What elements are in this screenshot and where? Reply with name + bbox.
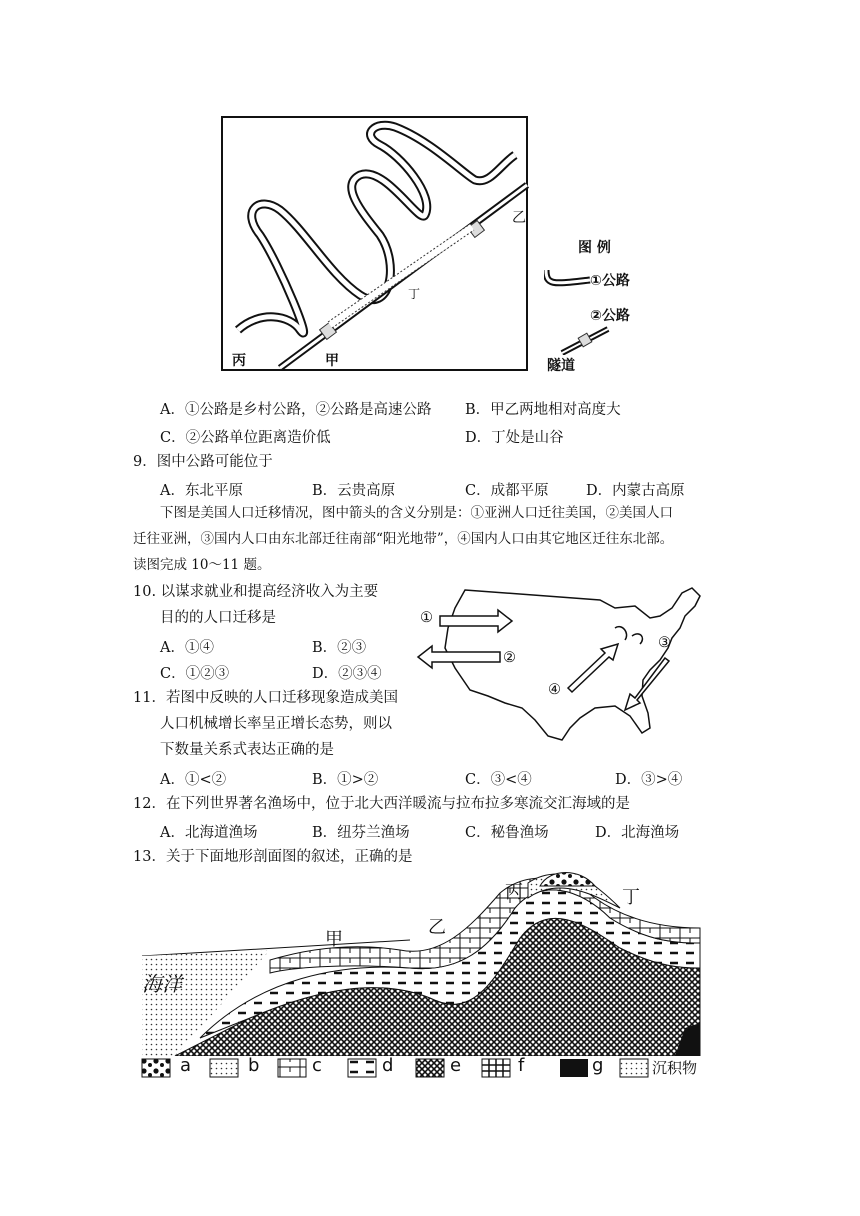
legend-b: b — [248, 1055, 260, 1076]
legend-road1-label: ①公路 — [590, 273, 630, 289]
intro-line-1: 下图是美国人口迁移情况，图中箭头的含义分别是：①亚洲人口迁往美国，②美国人口 — [160, 505, 673, 521]
map-marker-3: ③ — [658, 635, 671, 651]
legend-tunnel-symbol — [560, 325, 610, 355]
fig2-label-ding: 丁 — [622, 887, 640, 908]
legend-tunnel-label: 隧道 — [547, 358, 575, 374]
q10-option-c[interactable]: C．①②③ — [160, 666, 230, 682]
q12-stem: 12．在下列世界著名渔场中，位于北大西洋暖流与拉布拉多寒流交汇海域的是 — [133, 796, 630, 812]
q13-stem: 13．关于下面地形剖面图的叙述，正确的是 — [133, 849, 413, 865]
q11-option-d[interactable]: D．③>④ — [615, 772, 683, 788]
q11-stem-line-3: 下数量关系式表达正确的是 — [160, 742, 334, 758]
q8-option-d[interactable]: D．丁处是山谷 — [465, 430, 564, 446]
q11-stem-line-1: 11．若图中反映的人口迁移现象造成美国 — [133, 690, 398, 706]
label-yi: 乙 — [512, 210, 526, 226]
road-tunnel-figure — [220, 115, 530, 373]
legend-title: 图 例 — [578, 240, 611, 256]
legend-d: d — [382, 1055, 394, 1076]
q11-option-a[interactable]: A．①<② — [160, 772, 227, 788]
label-bing: 丙 — [232, 353, 246, 369]
legend-c: c — [312, 1055, 322, 1076]
q12-option-d[interactable]: D．北海渔场 — [595, 825, 680, 841]
q10-option-a[interactable]: A．①④ — [160, 640, 214, 656]
q10-stem-line-2: 目的的人口迁移是 — [160, 610, 276, 626]
q12-option-b[interactable]: B．纽芬兰渔场 — [312, 825, 410, 841]
q9-option-b[interactable]: B．云贵高原 — [312, 483, 396, 499]
q9-option-a[interactable]: A．东北平原 — [160, 483, 243, 499]
map-marker-1: ① — [420, 610, 433, 626]
q10-option-d[interactable]: D．②③④ — [312, 666, 382, 682]
q9-option-c[interactable]: C．成都平原 — [465, 483, 549, 499]
q12-option-c[interactable]: C．秘鲁渔场 — [465, 825, 549, 841]
q12-option-a[interactable]: A．北海道渔场 — [160, 825, 258, 841]
q10-option-b[interactable]: B．②③ — [312, 640, 367, 656]
q8-option-b[interactable]: B．甲乙两地相对高度大 — [465, 402, 621, 418]
legend-e: e — [450, 1055, 462, 1076]
q9-stem: 9．图中公路可能位于 — [133, 454, 273, 470]
fig2-legend — [140, 1055, 705, 1081]
legend-sediment: 沉积物 — [652, 1059, 698, 1077]
intro-line-2: 迁往亚洲，③国内人口由东北部迁往南部“阳光地带”，④国内人口由其它地区迁往东北部。 — [133, 531, 674, 547]
map-marker-2: ② — [503, 650, 516, 666]
q10-stem-line-1: 10. 以谋求就业和提高经济收入为主要 — [133, 584, 379, 600]
q8-option-c[interactable]: C．②公路单位距离造价低 — [160, 430, 331, 446]
us-migration-map — [410, 578, 715, 748]
legend-a: a — [180, 1055, 192, 1076]
map-marker-4: ④ — [548, 682, 561, 698]
legend-g: g — [592, 1055, 604, 1076]
legend-road2-label: ②公路 — [590, 308, 630, 324]
geologic-cross-section — [140, 868, 705, 1056]
q11-option-c[interactable]: C．③<④ — [465, 772, 532, 788]
fig2-label-bing: 丙 — [505, 882, 523, 903]
legend-f: f — [518, 1055, 525, 1076]
fig2-label-jia: 甲 — [325, 929, 343, 950]
q9-option-d[interactable]: D．内蒙古高原 — [586, 483, 685, 499]
q11-stem-line-2: 人口机械增长率呈正增长态势，则以 — [160, 716, 392, 732]
fig2-label-yi: 乙 — [428, 917, 446, 938]
legend-road1-symbol — [544, 268, 592, 290]
label-ding: 丁 — [408, 287, 421, 301]
label-jia: 甲 — [325, 353, 339, 369]
q8-option-a[interactable]: A．①公路是乡村公路，②公路是高速公路 — [160, 402, 432, 418]
intro-line-3: 读图完成 10～11 题。 — [133, 557, 271, 573]
q11-option-b[interactable]: B．①>② — [312, 772, 379, 788]
fig2-label-ocean: 海洋 — [142, 972, 182, 996]
